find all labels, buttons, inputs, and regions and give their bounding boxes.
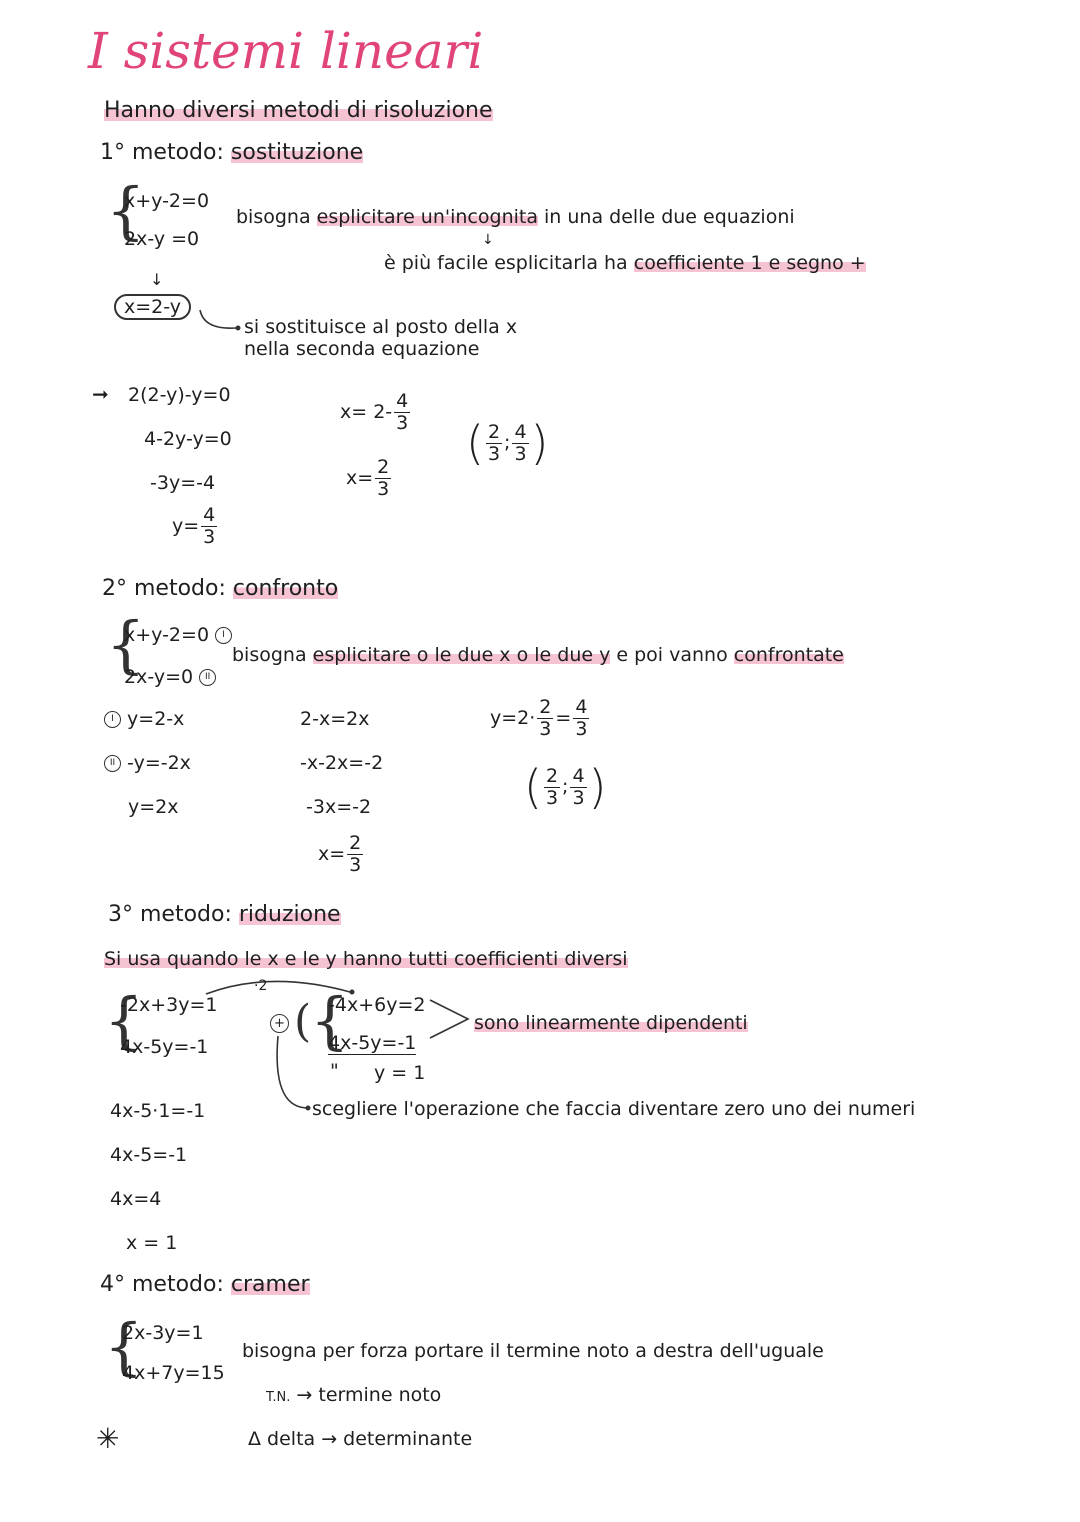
step: 4x-5=-1 [110,1144,188,1166]
roman-marker: II [199,669,216,686]
step [104,752,191,774]
step: -x-2x=-2 [300,752,384,774]
note-text: bisogna [232,644,307,666]
step: y=2x [128,796,179,818]
numerator: 2 [539,696,552,718]
fraction [512,420,528,465]
step: x = 1 [126,1232,178,1254]
step: -3x=-2 [306,796,372,818]
separator: ; [504,431,511,454]
method3-label: 3° metodo: [108,902,232,927]
numerator: 4 [396,390,409,412]
separator: ; [562,775,569,798]
step-fraction [172,506,219,547]
roman-marker: I [104,711,121,728]
arrow-note: scegliere l'operazione che faccia diventare zero uno dei numeri [312,1098,916,1120]
connector-arrow-icon [272,1034,312,1116]
step-text: -y=-2x [127,752,191,774]
arrow-down-icon: ↓ [150,270,164,289]
system-brace: { [104,1310,144,1383]
system-brace: { [106,608,146,681]
step-fraction [318,834,365,875]
method2-heading [102,576,338,601]
method4-heading [100,1272,310,1297]
step: 4x=4 [110,1188,162,1210]
method2-name: confronto [232,576,339,601]
note-highlight: confrontate [733,644,844,666]
numerator: 2 [377,456,390,478]
arrow-down-icon: ↓ [482,232,494,248]
note-highlight: sono linearmente dipendenti [474,1012,748,1034]
fraction [573,698,589,739]
solution: ( $\frac{2}{3}$ ; $\frac{4}{3}$ ) [466,416,549,470]
asterisk-icon: ✳ [96,1422,120,1455]
solution: ( $\frac{2}{3}$ ; $\frac{4}{3}$ ) [524,760,607,814]
denominator: 3 [487,442,501,465]
dependency-note [474,1012,748,1034]
substitution-note [244,316,517,360]
boxed-expression: x=2-y [114,294,191,320]
equation: x+y-2=0 [124,190,210,212]
equation: -4x+6y=2 [328,994,426,1016]
abbreviation: T.N. [266,1390,291,1405]
step-text: y=2· [490,707,536,729]
bracket: ( [294,996,312,1047]
equation: -2x+3y=1 [120,994,218,1016]
step: 4-2y-y=0 [144,428,232,450]
equals: = [555,707,572,729]
y-calculation [490,698,591,739]
step: 4x-5·1=-1 [110,1100,206,1122]
equation: 2x-y =0 [124,228,200,250]
equation-text: 2x-y=0 [124,666,194,688]
intro-highlight: Si usa quando le x e le y hanno tutti coefficienti diversi [104,948,628,970]
step [104,708,184,730]
system-brace: { [106,174,146,247]
denominator: 3 [572,786,585,809]
definition: termine noto [318,1384,442,1406]
method4-label: 4° metodo: [100,1272,224,1297]
step-text: x= 2- [340,401,393,423]
step-fraction [340,392,412,433]
arrow-right-icon: ➞ [92,382,109,406]
roman-marker: II [104,755,121,772]
ditto-mark: " [330,1060,339,1082]
method1-label: 1° metodo: [100,140,224,165]
numerator: 4 [575,696,588,718]
step: -3y=-4 [150,472,216,494]
equation-text: x+y-2=0 [124,624,210,646]
numerator: 4 [572,764,585,787]
fraction [201,506,217,547]
denominator: 3 [377,478,390,500]
step: 2(2-y)-y=0 [128,384,231,406]
method4-name: cramer [230,1272,310,1297]
chevron-right-icon [428,996,472,1042]
delta-definition: Δ delta → determinante [248,1428,473,1450]
multiplier: ·2 [254,978,268,994]
note-text: bisogna [236,206,311,228]
note-highlight: esplicitare o le due x o le due y [312,644,611,666]
denominator: 3 [514,442,527,465]
denominator: 3 [575,718,588,740]
step-text: x= [318,843,346,865]
numerator: 4 [514,420,527,443]
term: delta [267,1428,316,1450]
note-text: è più facile esplicitarla ha [384,252,628,274]
result: y = 1 [374,1062,426,1084]
step: 2-x=2x [300,708,370,730]
step-fraction [346,458,393,499]
tn-definition: T.N. → termine noto [266,1384,442,1406]
step-text: y= [172,515,200,537]
fraction [544,764,560,809]
step-text: y=2-x [127,708,185,730]
fraction [394,392,410,433]
note-line: nella seconda equazione [244,338,480,360]
method3-name: riduzione [238,902,341,927]
method3-intro [104,948,628,970]
note-highlight: coefficiente 1 e segno + [633,252,866,274]
method1-note [236,206,795,228]
page-title: I sistemi lineari [88,22,484,80]
denominator: 3 [349,854,362,876]
numerator: 2 [349,832,362,854]
intro-text [104,98,493,123]
denominator: 3 [545,786,559,809]
system-brace: { [310,984,350,1057]
method2-note [232,644,844,666]
denominator: 3 [203,526,216,548]
method1-heading [100,140,363,165]
intro-highlight: Hanno diversi metodi di risoluzione [104,98,493,123]
equation [124,666,216,688]
note-line: si sostituisce al posto della x [244,316,518,338]
method2-label: 2° metodo: [102,576,226,601]
fraction [570,764,586,809]
roman-marker: I [215,627,232,644]
numerator: 2 [545,764,559,787]
step-text: x= [346,467,374,489]
numerator: 4 [203,504,216,526]
note-text: in una delle due equazioni [544,206,795,228]
definition: determinante [343,1428,473,1450]
fraction [537,698,553,739]
system-brace: { [104,984,144,1057]
equation: 4x-5y=-1 [328,1032,417,1054]
connector-arrow-icon [196,308,246,338]
plus-marker: + [270,1014,289,1033]
equation: 4x+7y=15 [122,1362,225,1384]
method1-name: sostituzione [230,140,364,165]
equation: 2x-3y=1 [122,1322,204,1344]
fraction [375,458,391,499]
method1-note2 [384,252,866,274]
fraction [347,834,363,875]
note-highlight: esplicitare un'incognita [316,206,538,228]
equation: 4x-5y=-1 [120,1036,209,1058]
denominator: 3 [539,718,552,740]
equation [124,624,232,646]
method3-heading [108,902,341,927]
denominator: 3 [396,412,409,434]
method4-note: bisogna per forza portare il termine noto a destra dell'uguale [242,1340,824,1362]
fraction [486,420,502,465]
delta-symbol: Δ [248,1428,261,1450]
note-text: e poi vanno [616,644,728,666]
numerator: 2 [487,420,501,443]
